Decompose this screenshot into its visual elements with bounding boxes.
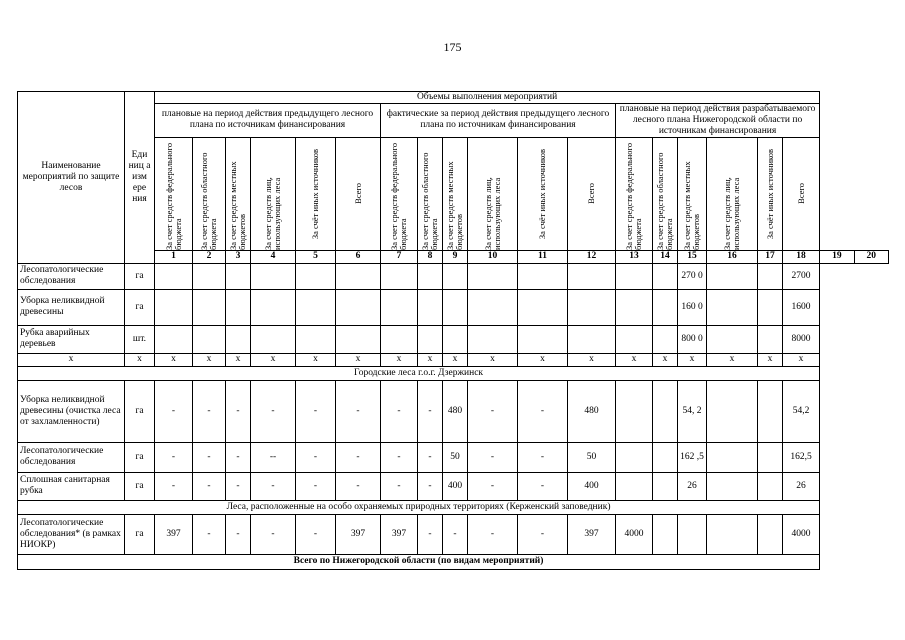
- subheader-label: За счет средств лиц, использующих леса: [482, 177, 502, 250]
- column-number: 2: [193, 250, 226, 263]
- value-cell: [518, 263, 568, 289]
- measure-unit: шт.: [125, 325, 155, 353]
- value-cell: -: [418, 380, 443, 442]
- value-cell: [226, 263, 251, 289]
- value-cell: [193, 263, 226, 289]
- group-planned-prev: плановые на период действия предыдущего лесного плана по источникам финансирования: [155, 104, 381, 138]
- value-cell: -: [518, 380, 568, 442]
- value-cell: 50: [568, 442, 616, 472]
- x-marker-cell: х: [381, 353, 418, 366]
- value-cell: -: [518, 514, 568, 554]
- volumes-header: Объемы выполнения мероприятий: [155, 92, 820, 104]
- value-cell: [336, 325, 381, 353]
- value-cell: [653, 442, 678, 472]
- value-cell: [443, 289, 468, 325]
- value-cell: -: [518, 442, 568, 472]
- measures-table: [17, 91, 889, 570]
- value-cell: -: [251, 514, 296, 554]
- value-cell: [468, 263, 518, 289]
- x-marker-cell: х: [468, 353, 518, 366]
- value-cell: 26: [678, 472, 707, 500]
- x-marker-cell: х: [336, 353, 381, 366]
- value-cell: [381, 263, 418, 289]
- value-cell: 54, 2: [678, 380, 707, 442]
- value-cell: [616, 472, 653, 500]
- value-cell: [381, 289, 418, 325]
- value-cell: --: [251, 442, 296, 472]
- column-number: 3: [226, 250, 251, 263]
- column-number: 8: [418, 250, 443, 263]
- column-number: 19: [820, 250, 854, 263]
- value-cell: -: [226, 514, 251, 554]
- value-cell: -: [296, 380, 336, 442]
- value-cell: 400: [443, 472, 468, 500]
- section-title-kerzhensky: Леса, расположенные на особо охраняемых природных территориях (Керженский заповедник): [18, 500, 820, 514]
- subheader-label: Всего: [586, 183, 597, 205]
- value-cell: -: [336, 472, 381, 500]
- subheader-label: За счет средств областного бюджета: [655, 152, 674, 250]
- subheader-label: Всего: [795, 183, 806, 205]
- value-cell: [616, 442, 653, 472]
- value-cell: [418, 263, 443, 289]
- subheader-cell: [468, 137, 518, 250]
- value-cell: [616, 325, 653, 353]
- value-cell: -: [468, 442, 518, 472]
- value-cell: [296, 263, 336, 289]
- measure-name: Уборка неликвидной древесины (очистка леса от захламленности): [18, 380, 125, 442]
- value-cell: 160 0: [678, 289, 707, 325]
- measure-unit: га: [125, 289, 155, 325]
- column-number: 6: [336, 250, 381, 263]
- value-cell: [468, 325, 518, 353]
- value-cell: -: [468, 380, 518, 442]
- value-cell: -: [155, 472, 193, 500]
- value-cell: 800 0: [678, 325, 707, 353]
- measure-unit: га: [125, 472, 155, 500]
- x-marker-cell: х: [226, 353, 251, 366]
- table-row: [18, 380, 889, 442]
- table-row: [18, 514, 889, 554]
- value-cell: [758, 472, 783, 500]
- column-number: 17: [758, 250, 783, 263]
- value-cell: [616, 263, 653, 289]
- subheader-cell: [758, 137, 783, 250]
- page-number: 175: [443, 40, 462, 54]
- measure-name: Лесопатологические обследования: [18, 442, 125, 472]
- value-cell: -: [296, 442, 336, 472]
- column-number: 4: [251, 250, 296, 263]
- measure-unit: га: [125, 263, 155, 289]
- subheader-cell: [783, 137, 820, 250]
- group-actual-prev: фактические за период действия предыдущего лесного плана по источникам финансирования: [381, 104, 616, 138]
- total-row-title: Всего по Нижегородской области (по видам мероприятий): [18, 554, 820, 569]
- value-cell: [616, 289, 653, 325]
- x-marker-cell: х: [418, 353, 443, 366]
- table-row: [18, 472, 889, 500]
- subheader-cell: [616, 137, 653, 250]
- value-cell: -: [155, 380, 193, 442]
- value-cell: [155, 325, 193, 353]
- column-number: 20: [854, 250, 888, 263]
- value-cell: -: [336, 380, 381, 442]
- value-cell: 162,5: [783, 442, 820, 472]
- subheader-cell: [251, 137, 296, 250]
- subheader-cell: [653, 137, 678, 250]
- value-cell: [568, 263, 616, 289]
- measure-unit: га: [125, 380, 155, 442]
- value-cell: [707, 514, 758, 554]
- x-marker-cell: х: [568, 353, 616, 366]
- subheader-cell: [226, 137, 251, 250]
- column-number: 13: [616, 250, 653, 263]
- value-cell: -: [155, 442, 193, 472]
- x-marker-cell: х: [783, 353, 820, 366]
- subheader-label: За счет средств федерального бюджета: [389, 142, 408, 250]
- x-marker-cell: х: [251, 353, 296, 366]
- subheader-label: За счет средств лиц, использующих леса: [263, 177, 282, 250]
- value-cell: -: [226, 380, 251, 442]
- subheader-cell: [707, 137, 758, 250]
- measure-name: Рубка аварийных деревьев: [18, 325, 125, 353]
- measure-unit: га: [125, 442, 155, 472]
- column-number: 1: [155, 250, 193, 263]
- value-cell: 480: [568, 380, 616, 442]
- subheader-cell: [443, 137, 468, 250]
- value-cell: 397: [568, 514, 616, 554]
- value-cell: [616, 380, 653, 442]
- value-cell: [518, 325, 568, 353]
- value-cell: [251, 263, 296, 289]
- measure-name: Лесопатологические обследования: [18, 263, 125, 289]
- x-marker-cell: х: [758, 353, 783, 366]
- subheader-cell: [155, 137, 193, 250]
- value-cell: 2700: [783, 263, 820, 289]
- x-marker-cell: х: [443, 353, 468, 366]
- value-cell: [678, 514, 707, 554]
- value-cell: [758, 380, 783, 442]
- value-cell: [251, 289, 296, 325]
- subheader-label: За счет средств федерального бюджета: [624, 142, 643, 250]
- value-cell: -: [251, 380, 296, 442]
- subheader-label: Всего: [352, 183, 363, 205]
- value-cell: 397: [155, 514, 193, 554]
- column-number: 16: [707, 250, 758, 263]
- measure-name: Сплошная санитарная рубка: [18, 472, 125, 500]
- column-number: 18: [783, 250, 820, 263]
- value-cell: -: [518, 472, 568, 500]
- column-number: 11: [518, 250, 568, 263]
- value-cell: -: [193, 380, 226, 442]
- value-cell: [758, 325, 783, 353]
- value-cell: -: [468, 514, 518, 554]
- subheader-cell: [678, 137, 707, 250]
- value-cell: [381, 325, 418, 353]
- value-cell: [758, 514, 783, 554]
- value-cell: -: [226, 442, 251, 472]
- value-cell: [193, 289, 226, 325]
- value-cell: [296, 289, 336, 325]
- value-cell: -: [468, 472, 518, 500]
- value-cell: [707, 263, 758, 289]
- name-column-header: Наименование мероприятий по защите лесов: [18, 92, 125, 264]
- subheader-cell: [518, 137, 568, 250]
- group-planned-new: плановые на период действия разрабатываемого лесного плана Нижегородской области по источникам финансирования: [616, 104, 820, 138]
- value-cell: -: [251, 472, 296, 500]
- value-cell: -: [193, 514, 226, 554]
- measure-unit: га: [125, 514, 155, 554]
- x-marker-cell: х: [296, 353, 336, 366]
- value-cell: [707, 289, 758, 325]
- value-cell: 4000: [616, 514, 653, 554]
- value-cell: -: [226, 472, 251, 500]
- value-cell: -: [381, 380, 418, 442]
- x-marker-cell: х: [193, 353, 226, 366]
- value-cell: [418, 325, 443, 353]
- value-cell: [758, 289, 783, 325]
- column-number: 10: [468, 250, 518, 263]
- x-marker-cell: х: [616, 353, 653, 366]
- value-cell: 162 ,5: [678, 442, 707, 472]
- value-cell: [443, 263, 468, 289]
- x-marker-cell: х: [125, 353, 155, 366]
- table-row: [18, 442, 889, 472]
- value-cell: [653, 472, 678, 500]
- value-cell: [653, 514, 678, 554]
- subheader-label: За счет средств федерального бюджета: [163, 142, 183, 250]
- subheader-label: За счёт иных источников: [537, 148, 548, 239]
- value-cell: 1600: [783, 289, 820, 325]
- value-cell: [707, 442, 758, 472]
- value-cell: [707, 380, 758, 442]
- measure-name: Уборка неликвидной древесины: [18, 289, 125, 325]
- value-cell: 397: [336, 514, 381, 554]
- value-cell: -: [443, 514, 468, 554]
- value-cell: -: [193, 442, 226, 472]
- value-cell: [707, 325, 758, 353]
- x-marker-cell: х: [155, 353, 193, 366]
- value-cell: [193, 325, 226, 353]
- value-cell: -: [381, 472, 418, 500]
- value-cell: 480: [443, 380, 468, 442]
- subheader-label: За счет средств местных бюджетов: [228, 161, 247, 250]
- subheader-label: За счет средств областного бюджета: [199, 152, 218, 250]
- value-cell: [251, 325, 296, 353]
- x-marker-cell: х: [678, 353, 707, 366]
- value-cell: 8000: [783, 325, 820, 353]
- subheader-label: За счет средств лиц, использующих леса: [722, 177, 741, 250]
- subheader-cell: [568, 137, 616, 250]
- value-cell: [336, 263, 381, 289]
- value-cell: [518, 289, 568, 325]
- table-row: [18, 289, 889, 325]
- table-row: [18, 325, 889, 353]
- value-cell: -: [418, 472, 443, 500]
- value-cell: [568, 325, 616, 353]
- value-cell: [468, 289, 518, 325]
- subheader-label: За счёт иных источников: [310, 148, 321, 239]
- value-cell: [653, 289, 678, 325]
- value-cell: 54,2: [783, 380, 820, 442]
- value-cell: -: [336, 442, 381, 472]
- value-cell: [226, 289, 251, 325]
- subheader-cell: [193, 137, 226, 250]
- value-cell: [653, 325, 678, 353]
- value-cell: [568, 289, 616, 325]
- value-cell: 4000: [783, 514, 820, 554]
- value-cell: [418, 289, 443, 325]
- value-cell: [296, 325, 336, 353]
- x-marker-cell: х: [653, 353, 678, 366]
- value-cell: [653, 263, 678, 289]
- value-cell: [758, 442, 783, 472]
- value-cell: -: [418, 514, 443, 554]
- subheader-cell: [381, 137, 418, 250]
- column-number: 9: [443, 250, 468, 263]
- table-row: [18, 263, 889, 289]
- value-cell: [226, 325, 251, 353]
- value-cell: -: [296, 472, 336, 500]
- value-cell: [758, 263, 783, 289]
- subheader-label: За счет средств областного бюджета: [420, 152, 439, 250]
- column-number: 14: [653, 250, 678, 263]
- value-cell: 397: [381, 514, 418, 554]
- measure-name: Лесопатологические обследования* (в рамках НИОКР): [18, 514, 125, 554]
- section-title-dzerzhinsk: Городские леса г.о.г. Дзержинск: [18, 366, 820, 380]
- subheader-label: За счёт иных источников: [764, 148, 775, 239]
- value-cell: [443, 325, 468, 353]
- value-cell: -: [381, 442, 418, 472]
- value-cell: 26: [783, 472, 820, 500]
- unit-column-header: Еди ниц а изм ере ния: [125, 92, 155, 264]
- subheader-cell: [296, 137, 336, 250]
- value-cell: [336, 289, 381, 325]
- value-cell: 270 0: [678, 263, 707, 289]
- subheader-label: За счет средств местных бюджетов: [682, 161, 701, 250]
- column-number: 7: [381, 250, 418, 263]
- value-cell: [707, 472, 758, 500]
- column-number: 12: [568, 250, 616, 263]
- subheader-cell: [336, 137, 381, 250]
- subheader-cell: [418, 137, 443, 250]
- value-cell: [653, 380, 678, 442]
- value-cell: -: [418, 442, 443, 472]
- value-cell: 50: [443, 442, 468, 472]
- column-number: 5: [296, 250, 336, 263]
- x-marker-cell: х: [707, 353, 758, 366]
- value-cell: 400: [568, 472, 616, 500]
- column-number: 15: [678, 250, 707, 263]
- x-marker-cell: х: [18, 353, 125, 366]
- value-cell: -: [193, 472, 226, 500]
- value-cell: [155, 289, 193, 325]
- subheader-label: За счет средств местных бюджетов: [445, 161, 464, 250]
- value-cell: [155, 263, 193, 289]
- x-marker-cell: х: [518, 353, 568, 366]
- value-cell: -: [296, 514, 336, 554]
